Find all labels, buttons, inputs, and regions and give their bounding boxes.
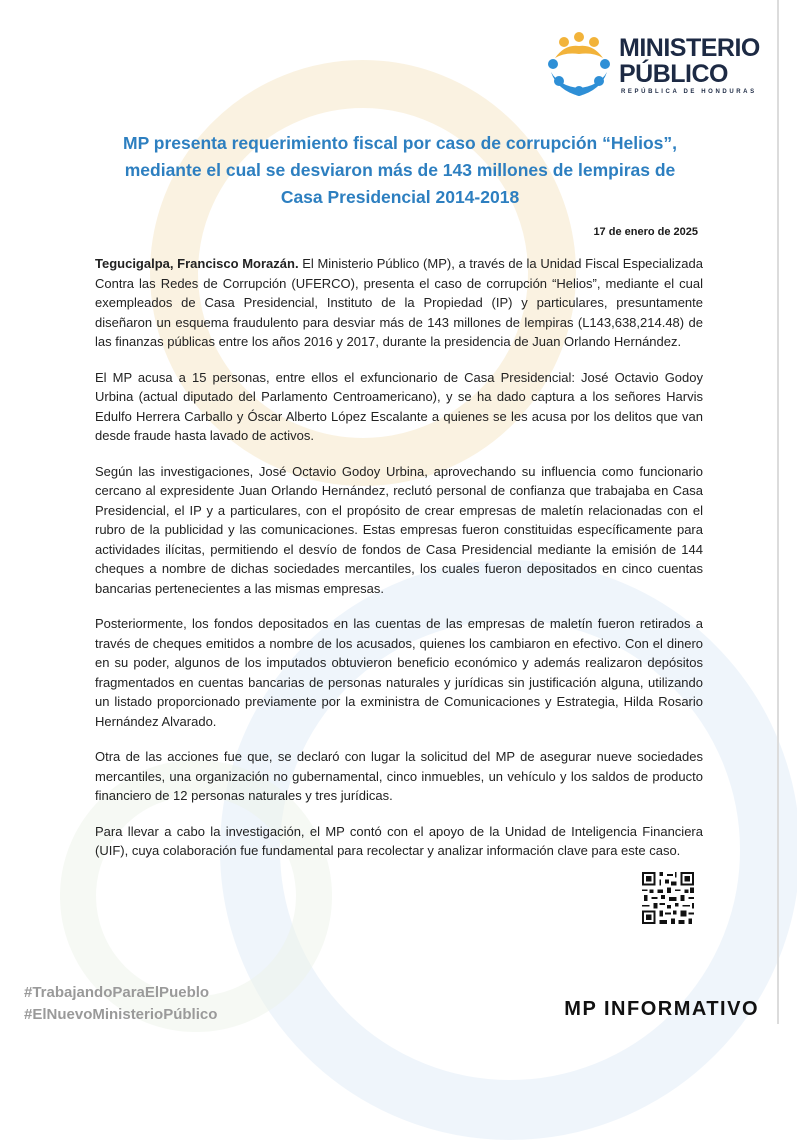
paragraph-1 bbox=[95, 254, 703, 352]
title-line-3: Casa Presidencial 2014-2018 bbox=[280, 187, 520, 207]
paragraph-3: Según las investigaciones, José Octavio Godoy Urbina, aprovechando su influencia como funcionario cercano al expresidente Juan Orlando Hernández, reclutó personal de confianza que trabajaba en Casa Presidencial, el IP y a particulares, con el propósito de crear empresas de maletín relacionadas con el rubro de la publicidad y las comunicaciones. Estas empresas fueron constituidas específicamente para actividades ilícitas, permitiendo el desvío de fondos de Casa Presidencial mediante la emisión de 144 cheques a nombre de dichas sociedades mercantiles, los cuales fueron depositados en cinco cuentas bancarias pertenecientes a las mismas empresas. bbox=[95, 463, 703, 596]
ministerio-publico-logo bbox=[543, 28, 773, 100]
page-edge-line bbox=[777, 0, 779, 1024]
dateline: Tegucigalpa, Francisco Morazán. bbox=[95, 256, 299, 271]
press-release-title bbox=[90, 130, 710, 211]
logo-text-republica: REPÚBLICA DE HONDURAS bbox=[621, 89, 757, 95]
paragraph-2: El MP acusa a 15 personas, entre ellos el exfuncionario de Casa Presidencial: José Octavio Godoy Urbina (actual diputado del Parlamento Centroamericano), y se ha dado captura a los señores Harvis Edulfo Herrera Carballo y Óscar Alberto López Escalante a quienes se les acusa por los delitos que van desde fraude hasta lavado de activos. bbox=[95, 369, 703, 443]
paragraph-6: Para llevar a cabo la investigación, el MP contó con el apoyo de la Unidad de Inteligencia Financiera (UIF), cuya colaboración fue fundamental para recolectar y analizar información clave para este caso. bbox=[95, 823, 703, 858]
hashtag-trabajando[interactable]: #TrabajandoParaElPueblo bbox=[24, 984, 210, 1001]
logo-text-ministerio: MINISTERIO bbox=[619, 34, 760, 62]
publication-date: 17 de enero de 2025 bbox=[593, 226, 698, 238]
logo-text-publico: PÚBLICO bbox=[619, 60, 728, 88]
hashtags bbox=[24, 982, 217, 1026]
people-circle-logo-icon bbox=[543, 28, 615, 100]
title-line-1: MP presenta requerimiento fiscal por caso de corrupción “Helios”, bbox=[123, 133, 677, 153]
paragraph-4: Posteriormente, los fondos depositados en las cuentas de las empresas de maletín fueron retirados a través de cheques emitidos a nombre de los acusados, quienes los cambiaron en efectivo. Con el dinero en su poder, algunos de los imputados obtuvieron beneficio económico y además realizaron depósitos fragmentados en cuentas bancarias de personas naturales y jurídicas sin justificación alguna, utilizando un listado proporcionado previamente por la exministra de Comunicaciones y Estrategia, Hilda Rosario Hernández Alvarado. bbox=[95, 616, 703, 729]
mp-informativo-brand: MP INFORMATIVO bbox=[564, 998, 759, 1020]
title-line-2: mediante el cual se desviaron más de 143 millones de lempiras de bbox=[124, 160, 676, 180]
qr-code-icon[interactable] bbox=[640, 870, 696, 926]
paragraph-5: Otra de las acciones fue que, se declaró con lugar la solicitud del MP de asegurar nueve sociedades mercantiles, una organización no gubernamental, cinco inmuebles, un vehículo y los saldos de producto financiero de 12 personas naturales y tres jurídicas. bbox=[95, 749, 703, 803]
article-body bbox=[95, 254, 703, 877]
paragraph-1-text: El Ministerio Público (MP), a través de la Unidad Fiscal Especializada Contra las Redes de Corrupción (UFERCO), presenta el caso de corrupción “Helios”, mediante el cual exempleados de Casa Presidencial, Instituto de la Propiedad (IP) y particulares, presuntamente diseñaron un esquema fraudulento para desviar más de 143 millones de lempiras (L143,638,214.48) de las finanzas públicas entre los años 2016 y 2017, durante la presidencia de Juan Orlando Hernández. bbox=[95, 256, 703, 349]
hashtag-nuevo-ministerio[interactable]: #ElNuevoMinisterioPúblico bbox=[24, 1006, 218, 1023]
